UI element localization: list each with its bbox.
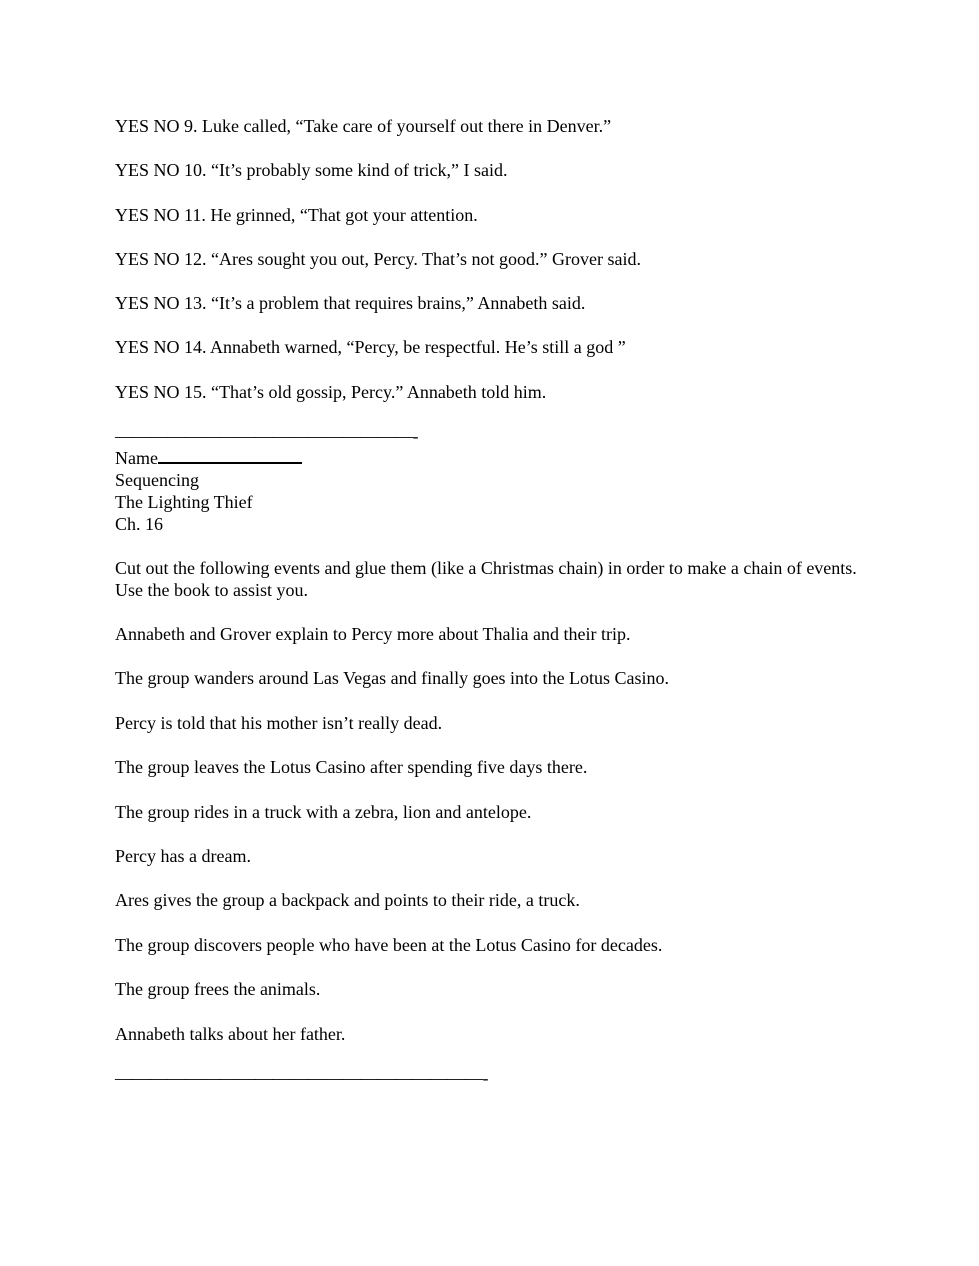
event-item: The group leaves the Lotus Casino after spending five days there.	[115, 757, 588, 778]
yes-no-item	[115, 248, 875, 270]
worksheet-header	[115, 447, 875, 535]
instructions: Cut out the following events and glue them (like a Christmas chain) in order to make a chain of events. Use the book to assist you.	[115, 558, 857, 601]
name-line	[115, 447, 875, 469]
item-text: “It’s probably some kind of trick,” I said.	[211, 160, 508, 181]
name-blank	[158, 447, 302, 464]
item-number: 9.	[184, 116, 198, 136]
item-number: 11.	[184, 204, 206, 225]
event-item: The group frees the animals.	[115, 979, 321, 1000]
yes-no-prefix: YES NO	[115, 116, 180, 136]
yes-no-prefix: YES NO	[115, 337, 180, 358]
event-item: Percy is told that his mother isn’t really dead.	[115, 712, 443, 733]
item-text: “That’s old gossip, Percy.” Annabeth told him.	[211, 381, 547, 402]
yes-no-list	[115, 115, 875, 403]
book-title: The Lighting Thief	[115, 492, 253, 513]
yes-no-item	[115, 159, 875, 181]
yes-no-prefix: YES NO	[115, 293, 180, 314]
item-number: 12.	[184, 248, 207, 269]
subject-line: Sequencing	[115, 470, 199, 491]
yes-no-item	[115, 115, 875, 137]
item-text: He grinned, “That got your attention.	[210, 204, 478, 225]
event-item: Annabeth and Grover explain to Percy more about Thalia and their trip.	[115, 624, 631, 645]
event-item: The group discovers people who have been at the Lotus Casino for decades.	[115, 934, 663, 955]
yes-no-item	[115, 336, 875, 358]
item-number: 15.	[184, 381, 207, 402]
yes-no-prefix: YES NO	[115, 381, 180, 402]
event-item: Percy has a dream.	[115, 846, 251, 867]
item-number: 10.	[184, 160, 207, 181]
event-list	[115, 623, 875, 1045]
chapter-label: Ch. 16	[115, 514, 164, 535]
yes-no-prefix: YES NO	[115, 160, 180, 181]
item-text: Luke called, “Take care of yourself out there in Denver.”	[202, 116, 612, 136]
item-text: “It’s a problem that requires brains,” Annabeth said.	[211, 293, 586, 314]
name-label: Name	[115, 448, 158, 469]
cut-line-separator: —————————————————-	[115, 426, 418, 447]
item-text: Annabeth warned, “Percy, be respectful. He’s still a god ”	[210, 337, 626, 358]
yes-no-item	[115, 292, 875, 314]
cut-line-separator-bottom: —————————————————————-	[115, 1067, 488, 1088]
item-number: 14.	[184, 337, 207, 358]
event-item: Ares gives the group a backpack and points to their ride, a truck.	[115, 890, 580, 911]
item-text: “Ares sought you out, Percy. That’s not good.” Grover said.	[211, 248, 641, 269]
event-item: Annabeth talks about her father.	[115, 1023, 346, 1044]
worksheet-page	[115, 115, 875, 1089]
event-item: The group rides in a truck with a zebra, lion and antelope.	[115, 801, 532, 822]
yes-no-prefix: YES NO	[115, 204, 180, 225]
event-item: The group wanders around Las Vegas and finally goes into the Lotus Casino.	[115, 668, 670, 689]
yes-no-prefix: YES NO	[115, 248, 180, 269]
item-number: 13.	[184, 293, 207, 314]
yes-no-item	[115, 381, 875, 403]
yes-no-item	[115, 204, 875, 226]
